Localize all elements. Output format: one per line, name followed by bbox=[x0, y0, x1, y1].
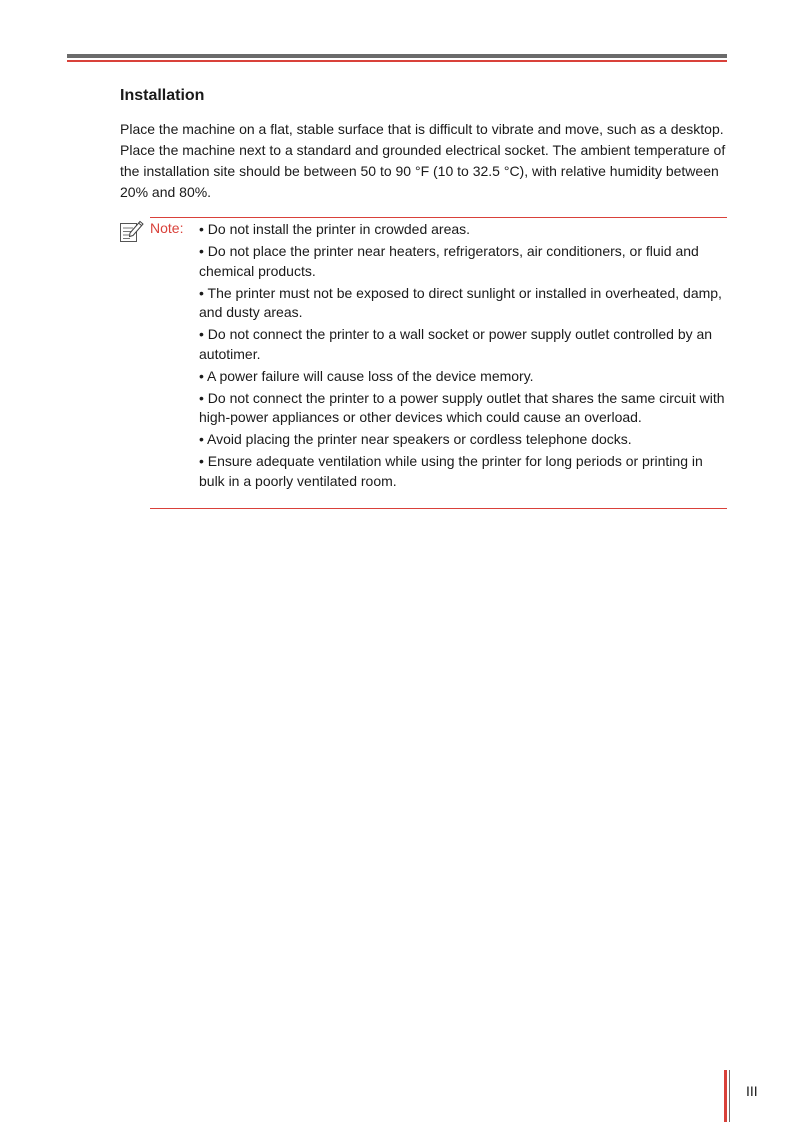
note-item: • Do not place the printer near heaters, refrigerators, air conditioners, or fluid and chemical products. bbox=[199, 243, 699, 279]
note-item: • Ensure adequate ventilation while using the printer for long periods or printing in bulk in a poorly ventilated room. bbox=[199, 453, 703, 489]
note-item: • A power failure will cause loss of the device memory. bbox=[199, 367, 534, 384]
note-item: • Do not connect the printer to a wall socket or power supply outlet controlled by an autotimer. bbox=[199, 326, 713, 362]
page-number: III bbox=[746, 1083, 758, 1099]
note-rule-top bbox=[150, 217, 727, 218]
page-marker-bar bbox=[724, 1070, 727, 1122]
note-list bbox=[199, 220, 729, 494]
note-item: • Do not install the printer in crowded areas. bbox=[199, 221, 471, 237]
note-item: • Do not connect the printer to a power supply outlet that shares the same circuit with high-power appliances or other devices which could cause an overload. bbox=[199, 389, 725, 425]
header-rule-red bbox=[67, 60, 727, 62]
page-marker-bar-thin bbox=[729, 1070, 730, 1122]
header-rule-gray bbox=[67, 54, 727, 58]
note-rule-bottom bbox=[150, 508, 727, 509]
section-heading: Installation bbox=[120, 87, 205, 104]
note-item: • Avoid placing the printer near speakers or cordless telephone docks. bbox=[199, 431, 632, 447]
note-item: • The printer must not be exposed to direct sunlight or installed in overheated, damp, and dusty areas. bbox=[199, 284, 722, 320]
section-body: Place the machine on a flat, stable surface that is difficult to vibrate and move, such as a desktop. Place the machine next to a standard and grounded electrical socket. The ambient temperature of the installation site should be between 50 to 90 °F (10 to 32.5 °C), with relative humidity between 20% and 80%. bbox=[120, 121, 726, 200]
note-pencil-icon bbox=[119, 219, 145, 243]
note-label: Note: bbox=[150, 220, 184, 236]
